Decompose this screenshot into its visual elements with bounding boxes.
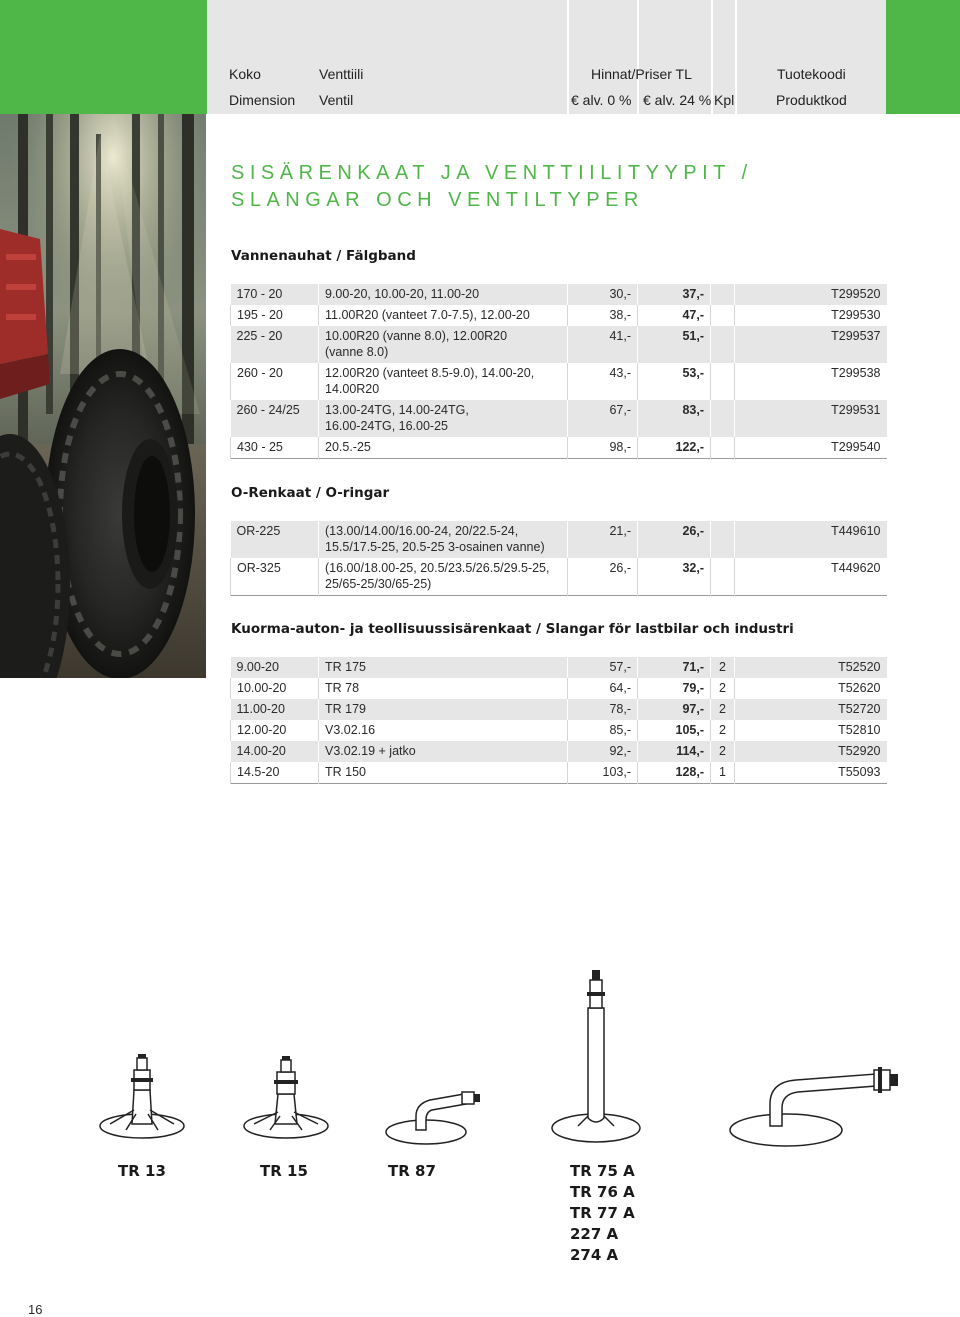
cell-spec-line: 12.00R20 (vanteet 8.5-9.0), 14.00-20,: [325, 366, 535, 380]
cell-price-vat24: 47,-: [638, 305, 711, 326]
cell-price-vat24: 53,-: [638, 363, 711, 400]
cell-price-vat0: 98,-: [568, 437, 638, 459]
cell-spec-line: TR 78: [325, 681, 360, 695]
cell-price-vat24: 51,-: [638, 326, 711, 363]
cell-product-code: T55093: [735, 762, 887, 784]
valve-label-tr75a: TR 75 A: [570, 1162, 635, 1180]
cell-product-code: T299530: [735, 305, 887, 326]
cell-spec-line: 9.00-20, 10.00-20, 11.00-20: [325, 287, 480, 301]
valve-label-274a: 274 A: [570, 1246, 619, 1264]
cell-price-vat24: 114,-: [638, 741, 711, 762]
cell-qty: [711, 437, 735, 459]
cell-spec-line: (vanne 8.0): [325, 345, 389, 359]
header-divider: [637, 0, 639, 114]
header-green-block-left: [0, 0, 207, 114]
cell-size: 12.00-20: [231, 720, 319, 741]
cell-product-code: T299520: [735, 284, 887, 305]
cell-product-code: T299538: [735, 363, 887, 400]
header-green-block-right: [886, 0, 960, 114]
cell-price-vat24: 37,-: [638, 284, 711, 305]
cell-size: 195 - 20: [231, 305, 319, 326]
cell-spec: [319, 558, 568, 596]
table-row: [231, 521, 887, 558]
tr87-valve-icon: [380, 1080, 490, 1154]
table-row: [231, 363, 887, 400]
table-row: [231, 400, 887, 437]
header-code-label: Tuotekoodi: [777, 66, 846, 82]
cell-qty: 2: [711, 699, 735, 720]
cell-spec-line: 11.00R20 (vanteet 7.0-7.5), 12.00-20: [325, 308, 530, 322]
cell-spec: [319, 699, 568, 720]
cell-size: 430 - 25: [231, 437, 319, 459]
cell-spec-line: (16.00/18.00-25, 20.5/23.5/26.5/29.5-25,: [325, 561, 550, 575]
cell-qty: [711, 363, 735, 400]
cell-price-vat0: 21,-: [568, 521, 638, 558]
cell-spec: [319, 762, 568, 784]
cell-product-code: T52620: [735, 678, 887, 699]
section-title-slangar: Kuorma-auton- ja teollisuussisärenkaat / Slangar för lastbilar och industri: [231, 621, 794, 637]
cell-spec-line: TR 150: [325, 765, 366, 779]
cell-price-vat24: 105,-: [638, 720, 711, 741]
header-dimension-label: Dimension: [229, 92, 296, 108]
cell-size: OR-325: [231, 558, 319, 596]
cell-product-code: T299537: [735, 326, 887, 363]
cell-price-vat0: 43,-: [568, 363, 638, 400]
cell-price-vat24: 26,-: [638, 521, 711, 558]
table-row: [231, 437, 887, 459]
page-title-line2: SLANGAR OCH VENTILTYPER: [231, 189, 644, 211]
cell-spec-line: TR 179: [325, 702, 366, 716]
cell-price-vat0: 38,-: [568, 305, 638, 326]
cell-size: OR-225: [231, 521, 319, 558]
table-row: [231, 720, 887, 741]
header-vat24-label: € alv. 24 %: [643, 92, 712, 108]
cell-spec-line: 15.5/17.5-25, 20.5-25 3-osainen vanne): [325, 540, 545, 554]
cell-qty: [711, 284, 735, 305]
tr75a-valve-icon: [548, 968, 648, 1152]
cell-price-vat0: 78,-: [568, 699, 638, 720]
section-title-falgband: Vannenauhat / Fälgband: [231, 248, 416, 264]
cell-spec: [319, 657, 568, 678]
cell-product-code: T52920: [735, 741, 887, 762]
cell-spec: [319, 437, 568, 459]
cell-product-code: T299531: [735, 400, 887, 437]
cell-price-vat0: 85,-: [568, 720, 638, 741]
cell-size: 14.00-20: [231, 741, 319, 762]
cell-product-code: T449620: [735, 558, 887, 596]
cell-price-vat24: 128,-: [638, 762, 711, 784]
cell-price-vat0: 41,-: [568, 326, 638, 363]
header-valve-label: Venttiili: [319, 66, 364, 82]
cell-price-vat0: 57,-: [568, 657, 638, 678]
cell-size: 14.5-20: [231, 762, 319, 784]
forest-tire-photo: [0, 114, 206, 678]
cell-spec: [319, 720, 568, 741]
table-row: [231, 699, 887, 720]
cell-qty: 2: [711, 678, 735, 699]
header-ventil-label: Ventil: [319, 92, 354, 108]
cell-price-vat0: 30,-: [568, 284, 638, 305]
cell-spec-line: 16.00-24TG, 16.00-25: [325, 419, 448, 433]
cell-spec: [319, 400, 568, 437]
cell-size: 10.00-20: [231, 678, 319, 699]
tr13-valve-icon: [96, 1050, 188, 1146]
falgband-table: [230, 284, 887, 459]
cell-price-vat0: 103,-: [568, 762, 638, 784]
cell-spec: [319, 741, 568, 762]
oringar-table: [230, 521, 887, 596]
header-produktkod-label: Produktkod: [776, 92, 847, 108]
table-row: [231, 326, 887, 363]
cell-size: 11.00-20: [231, 699, 319, 720]
cell-product-code: T52720: [735, 699, 887, 720]
cell-qty: [711, 521, 735, 558]
header-vat0-label: € alv. 0 %: [571, 92, 632, 108]
cell-qty: [711, 400, 735, 437]
cell-price-vat0: 64,-: [568, 678, 638, 699]
cell-spec-line: TR 175: [325, 660, 366, 674]
tr15-valve-icon: [240, 1050, 332, 1146]
cell-size: 225 - 20: [231, 326, 319, 363]
cell-qty: 1: [711, 762, 735, 784]
cell-size: 9.00-20: [231, 657, 319, 678]
cell-spec: [319, 678, 568, 699]
page-title-line1: SISÄRENKAAT JA VENTTIILITYYPIT /: [231, 162, 753, 184]
slangar-table: [230, 657, 887, 784]
cell-spec: [319, 305, 568, 326]
valve-label-tr77a: TR 77 A: [570, 1204, 635, 1222]
table-row: [231, 762, 887, 784]
cell-spec-line: 13.00-24TG, 14.00-24TG,: [325, 403, 469, 417]
section-title-oringar: O-Renkaat / O-ringar: [231, 485, 390, 501]
cell-price-vat0: 26,-: [568, 558, 638, 596]
table-row: [231, 657, 887, 678]
table-row: [231, 284, 887, 305]
valve-label-tr87: TR 87: [388, 1162, 436, 1180]
header-divider: [735, 0, 737, 114]
cell-product-code: T52520: [735, 657, 887, 678]
cell-spec-line: (13.00/14.00/16.00-24, 20/22.5-24,: [325, 524, 519, 538]
cell-price-vat0: 92,-: [568, 741, 638, 762]
cell-product-code: T449610: [735, 521, 887, 558]
cell-spec-line: V3.02.19 + jatko: [325, 744, 416, 758]
cell-product-code: T52810: [735, 720, 887, 741]
page-number: 16: [28, 1302, 43, 1317]
valve-label-tr13: TR 13: [118, 1162, 166, 1180]
cell-price-vat0: 67,-: [568, 400, 638, 437]
cell-spec: [319, 284, 568, 305]
table-row: [231, 678, 887, 699]
cell-product-code: T299540: [735, 437, 887, 459]
cell-spec-line: V3.02.16: [325, 723, 376, 737]
valve-label-tr15: TR 15: [260, 1162, 308, 1180]
cell-spec: [319, 521, 568, 558]
header-divider: [711, 0, 713, 114]
cell-spec: [319, 363, 568, 400]
header-divider: [567, 0, 569, 114]
cell-size: 260 - 24/25: [231, 400, 319, 437]
cell-spec-line: 25/65-25/30/65-25): [325, 577, 432, 591]
cell-price-vat24: 122,-: [638, 437, 711, 459]
cell-qty: [711, 305, 735, 326]
cell-qty: [711, 558, 735, 596]
cell-price-vat24: 71,-: [638, 657, 711, 678]
cell-qty: 2: [711, 657, 735, 678]
cell-spec-line: 10.00R20 (vanne 8.0), 12.00R20: [325, 329, 508, 343]
cell-size: 170 - 20: [231, 284, 319, 305]
header-size-label: Koko: [229, 66, 261, 82]
table-row: [231, 558, 887, 596]
table-row: [231, 741, 887, 762]
cell-size: 260 - 20: [231, 363, 319, 400]
cell-price-vat24: 83,-: [638, 400, 711, 437]
table-row: [231, 305, 887, 326]
header-qty-label: Kpl: [714, 92, 735, 108]
cell-spec: [319, 326, 568, 363]
cell-price-vat24: 32,-: [638, 558, 711, 596]
valve-label-tr76a: TR 76 A: [570, 1183, 635, 1201]
valve-label-227a: 227 A: [570, 1225, 619, 1243]
cell-spec-line: 20.5.-25: [325, 440, 371, 454]
cell-spec-line: 14.00R20: [325, 382, 380, 396]
cell-price-vat24: 97,-: [638, 699, 711, 720]
cell-qty: 2: [711, 741, 735, 762]
cell-price-vat24: 79,-: [638, 678, 711, 699]
cell-qty: [711, 326, 735, 363]
header-prices-label: Hinnat/Priser TL: [591, 66, 692, 82]
tr-bent-valve-icon: [726, 1060, 906, 1154]
cell-qty: 2: [711, 720, 735, 741]
